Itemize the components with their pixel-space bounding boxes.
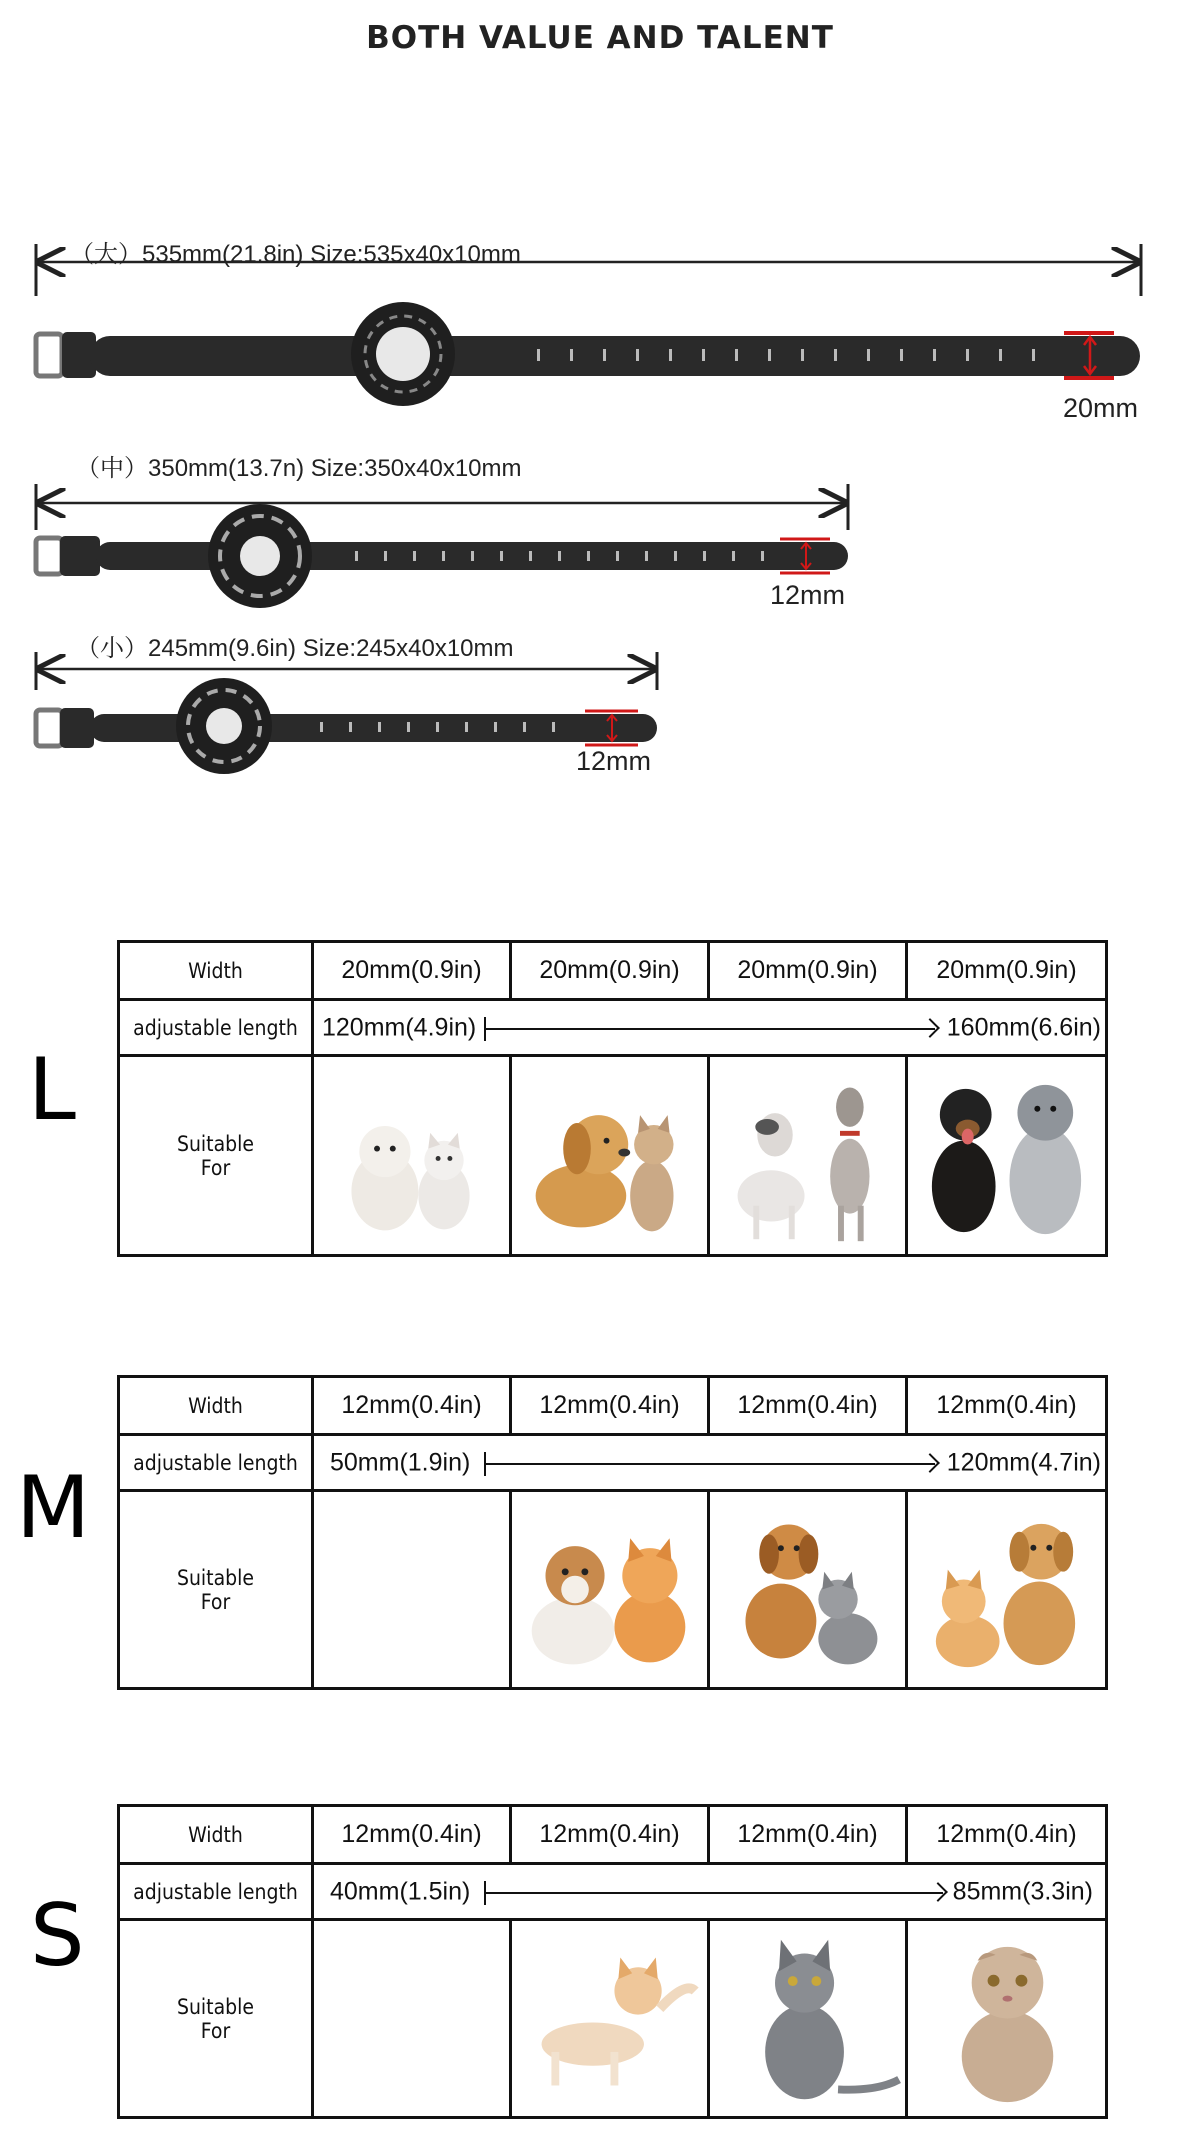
white-puppy-and-kitten-icon	[314, 1058, 509, 1249]
width-value: 12mm(0.4in)	[709, 1377, 907, 1435]
length-range	[313, 1435, 1107, 1491]
golden-puppy-and-kitten-icon	[512, 1058, 707, 1249]
pet-image-cell-empty	[313, 1920, 511, 2118]
ginger-kitten-playing-icon	[512, 1922, 707, 2111]
width-value: 12mm(0.4in)	[313, 1377, 511, 1435]
grey-cat-sitting-icon	[710, 1922, 905, 2111]
pet-image-cell	[511, 1491, 709, 1689]
length-range	[313, 1864, 1107, 1920]
suitable-header	[119, 1491, 313, 1689]
rottweiler-and-sheepdog-icon	[908, 1057, 1105, 1250]
pet-image-cell	[313, 1056, 511, 1256]
width-value: 12mm(0.4in)	[907, 1806, 1107, 1864]
for-label: For	[200, 2018, 231, 2043]
pet-image-cell-empty	[313, 1491, 511, 1689]
size-table-s	[117, 1804, 1108, 2119]
width-value: 20mm(0.9in)	[313, 942, 511, 1000]
length-max: 120mm(4.7in)	[946, 1448, 1101, 1476]
length-max: 160mm(6.6in)	[946, 1013, 1101, 1041]
width-value: 20mm(0.9in)	[511, 942, 709, 1000]
width-value: 12mm(0.4in)	[709, 1806, 907, 1864]
medium-dimension-line	[36, 484, 848, 530]
medium-strap-width-label: 12mm	[770, 580, 846, 610]
suitable-row	[119, 1056, 1107, 1256]
length-max: 85mm(3.3in)	[952, 1877, 1093, 1905]
length-header: adjustable length	[119, 1000, 313, 1056]
width-header: Width	[119, 1377, 313, 1435]
two-greyhounds-icon	[710, 1058, 905, 1249]
width-value: 12mm(0.4in)	[907, 1377, 1107, 1435]
pet-image-cell	[709, 1056, 907, 1256]
suitable-header	[119, 1056, 313, 1256]
length-range	[313, 1000, 1107, 1056]
pet-image-cell	[907, 1056, 1107, 1256]
length-min: 40mm(1.5in)	[330, 1877, 471, 1905]
range-arrow	[484, 1028, 935, 1030]
width-value: 12mm(0.4in)	[511, 1377, 709, 1435]
length-row	[119, 1000, 1107, 1056]
size-letter-s: S	[30, 1886, 85, 1986]
width-value: 20mm(0.9in)	[709, 942, 907, 1000]
width-row	[119, 942, 1107, 1000]
large-strap-width-label: 20mm	[1063, 393, 1139, 423]
small-strap-size-label: （小）245mm(9.6in) Size:245x40x10mm	[76, 635, 514, 662]
strap-diagram	[0, 0, 1200, 800]
scottish-fold-cat-icon	[908, 1921, 1105, 2112]
for-label: For	[200, 1155, 231, 1180]
ginger-kitten-and-puppy-icon	[908, 1492, 1105, 1683]
pet-image-cell	[709, 1491, 907, 1689]
width-value: 12mm(0.4in)	[511, 1806, 709, 1864]
pet-image-cell	[511, 1056, 709, 1256]
suitable-label: Suitable	[176, 1131, 255, 1156]
large-strap-size-label: （大）535mm(21.8in) Size:535x40x10mm	[70, 241, 521, 268]
medium-strap	[36, 504, 848, 608]
pet-image-cell	[511, 1920, 709, 2118]
medium-strap-size-label: （中）350mm(13.7n) Size:350x40x10mm	[76, 455, 522, 482]
length-header: adjustable length	[119, 1435, 313, 1491]
puppy-and-grey-kitten-icon	[710, 1493, 905, 1682]
range-arrow	[484, 1463, 935, 1465]
large-strap	[36, 302, 1140, 406]
width-row	[119, 1806, 1107, 1864]
for-label: For	[200, 1589, 231, 1614]
width-header: Width	[119, 1806, 313, 1864]
small-strap	[36, 678, 657, 774]
length-min: 50mm(1.9in)	[330, 1448, 471, 1476]
page-title: BOTH VALUE AND TALENT	[366, 20, 834, 56]
pet-image-cell	[907, 1491, 1107, 1689]
suitable-header	[119, 1920, 313, 2118]
length-row	[119, 1864, 1107, 1920]
pet-image-cell	[907, 1920, 1107, 2118]
width-header: Width	[119, 942, 313, 1000]
length-row	[119, 1435, 1107, 1491]
suitable-row	[119, 1491, 1107, 1689]
width-row	[119, 1377, 1107, 1435]
range-arrow	[484, 1892, 943, 1894]
width-value: 12mm(0.4in)	[313, 1806, 511, 1864]
suitable-row	[119, 1920, 1107, 2118]
size-letter-l: L	[28, 1040, 76, 1140]
size-table-m	[117, 1375, 1108, 1690]
width-value: 20mm(0.9in)	[907, 942, 1107, 1000]
pet-image-cell	[709, 1920, 907, 2118]
size-table-l	[117, 940, 1108, 1257]
small-strap-width-label: 12mm	[576, 746, 652, 776]
length-min: 120mm(4.9in)	[322, 1013, 477, 1041]
suitable-label: Suitable	[176, 1565, 255, 1590]
corgi-puppy-and-ginger-kitten-icon	[512, 1493, 707, 1682]
size-letter-m: M	[16, 1458, 91, 1558]
suitable-label: Suitable	[176, 1994, 255, 2019]
length-header: adjustable length	[119, 1864, 313, 1920]
